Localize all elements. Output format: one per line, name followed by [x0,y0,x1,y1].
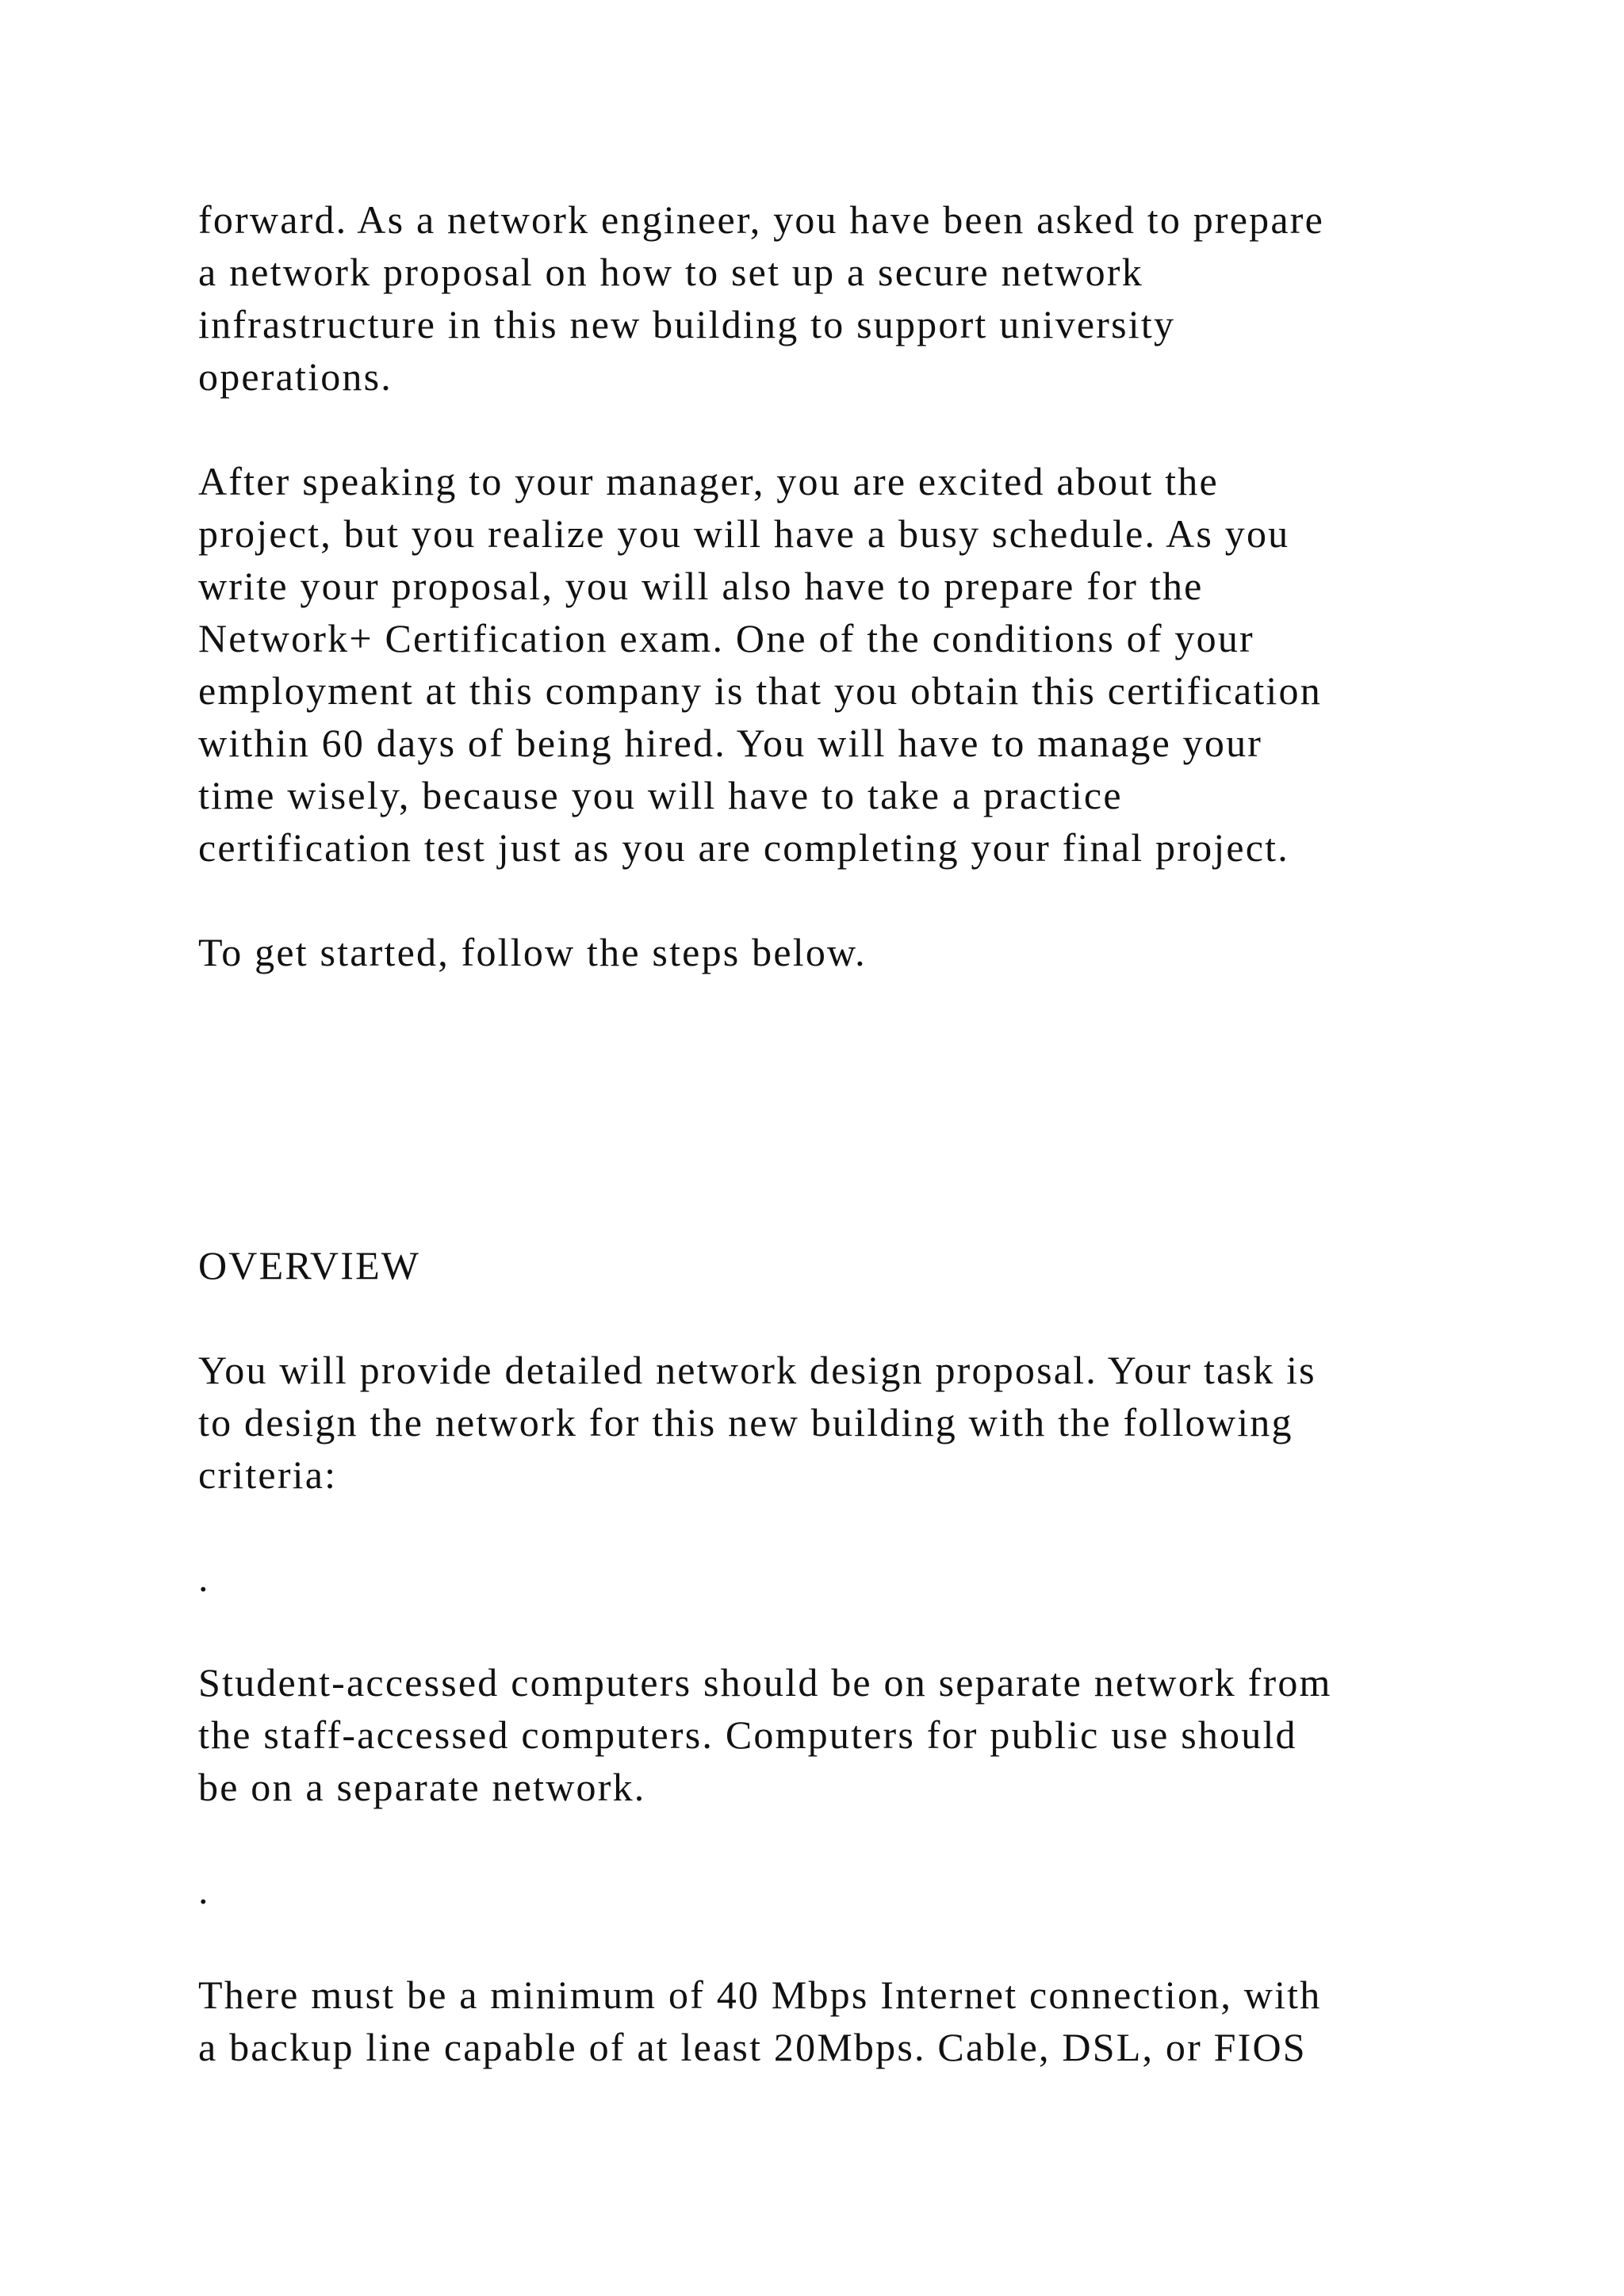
paragraph-intro: forward. As a network engineer, you have been asked to prepare a network proposal on how to set up a secure network infrastructure in this new building to support university operations. [198,197,1324,399]
section-heading-overview: OVERVIEW [198,1243,421,1288]
paragraph-get-started: To get started, follow the steps below. [198,930,867,974]
list-bullet: . [198,1556,210,1600]
list-bullet: . [198,1868,210,1912]
paragraph-criteria-networks: Student-accessed computers should be on separate network from the staff-accessed computers. Computers for public use should be on a separate network. [198,1660,1332,1809]
paragraph-criteria-internet: There must be a minimum of 40 Mbps Internet connection, with a backup line capable of at least 20Mbps. Cable, DSL, or FIOS [198,1973,1322,2069]
paragraph-overview: You will provide detailed network design proposal. Your task is to design the network for this new building with the following criteria: [198,1348,1316,1497]
paragraph-manager: After speaking to your manager, you are excited about the project, but you realize you will have a busy schedule. As you write your proposal, you will also have to prepare for the Network+ Certification exam. One of the conditions of your employment at this company is that you obtain this certification within 60 days of being hired. You will have to manage your time wisely, because you will have to take a practice certification test just as you are completing your final project. [198,459,1322,870]
